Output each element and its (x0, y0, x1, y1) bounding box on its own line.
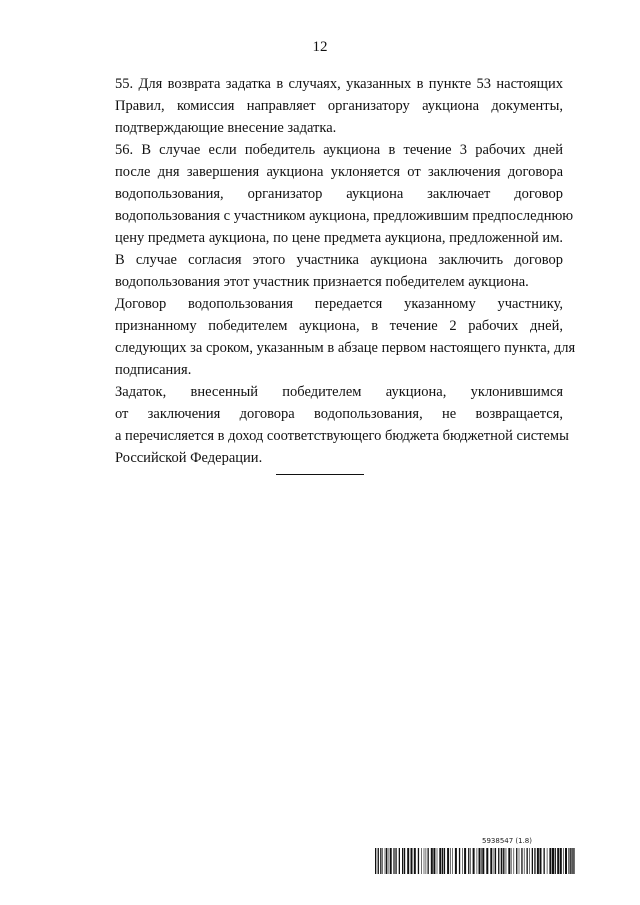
barcode-bar (557, 848, 559, 874)
barcode-bar (375, 848, 376, 874)
barcode-bar (521, 848, 522, 874)
barcode-bar (380, 848, 381, 874)
barcode-bar (437, 848, 438, 874)
barcode-bar (573, 848, 574, 874)
barcode-bar (552, 848, 554, 874)
text-line: 55. Для возврата задатка в случаях, указанных в пункте 53 настоящих (115, 76, 563, 92)
barcode-bar (414, 848, 416, 874)
barcode-bar (490, 848, 492, 874)
barcode-bar (382, 848, 383, 874)
barcode-bar (570, 848, 571, 874)
barcode-bar (527, 848, 528, 874)
barcode-bar (563, 848, 564, 874)
barcode-bar (565, 848, 567, 874)
barcode-bar (486, 848, 488, 874)
text-line: Задаток, внесенный победителем аукциона, уклонившимся (115, 384, 563, 400)
barcode-bar (544, 848, 545, 874)
barcode-bar (426, 848, 427, 874)
barcode-bar (532, 848, 533, 874)
paragraph-deposit (79, 381, 569, 469)
text-line: водопользования, организатор аукциона заключает договор (115, 186, 563, 202)
barcode-bar (462, 848, 463, 874)
text-line: 56. В случае если победитель аукциона в течение 3 рабочих дней (115, 142, 563, 158)
barcode-bar (421, 848, 422, 874)
barcode-bar (402, 848, 403, 874)
barcode-bar (455, 848, 457, 874)
text-line: цену предмета аукциона, по цене предмета аукциона, предложенной им. (115, 230, 563, 246)
text-line: Российской Федерации. (115, 450, 263, 466)
barcode-bar (540, 848, 542, 874)
barcode-bar (428, 848, 429, 874)
barcode-bar (447, 848, 449, 874)
barcode-bar (439, 848, 441, 874)
barcode-bar (393, 848, 394, 874)
barcode-bar (407, 848, 409, 874)
barcode-bar (399, 848, 400, 874)
barcode-bar (444, 848, 445, 874)
barcode-bar (506, 848, 507, 874)
barcode-bar (508, 848, 510, 874)
barcode-bar (555, 848, 556, 874)
barcode-bar (516, 848, 517, 874)
barcode-bar (495, 848, 496, 874)
barcode-bar (442, 848, 443, 874)
barcode-bar (529, 848, 530, 874)
text-line: подписания. (115, 362, 192, 378)
paragraph-contract-transfer (79, 293, 576, 381)
text-line: после дня завершения аукциона уклоняется от заключения договора (115, 164, 563, 180)
barcode-bar (470, 848, 471, 874)
barcode-bar (547, 848, 548, 874)
barcode-bar (468, 848, 469, 874)
barcode-bar (452, 848, 453, 874)
barcode-bar (481, 848, 482, 874)
barcode-bar (404, 848, 405, 874)
barcode-bar (549, 848, 551, 874)
barcode-bar (560, 848, 562, 874)
barcode-bar (534, 848, 535, 874)
text-line: а перечисляется в доход соответствующего бюджета бюджетной системы (115, 428, 569, 444)
text-line: от заключения договора водопользования, не возвращается, (115, 406, 563, 422)
barcode-bar (464, 848, 466, 874)
barcode-bar (568, 848, 569, 874)
barcode-bar (511, 848, 512, 874)
barcode-bar (385, 848, 386, 874)
text-line: В случае согласия этого участника аукциона заключить договор (115, 252, 563, 268)
barcode-bar (411, 848, 413, 874)
barcode-bar (450, 848, 451, 874)
text-line: признанному победителем аукциона, в течение 2 рабочих дней, (115, 318, 563, 334)
paragraph-56 (79, 139, 574, 293)
barcode-bar (537, 848, 539, 874)
paragraph-55 (79, 73, 563, 139)
barcode (375, 848, 575, 874)
barcode-bar (473, 848, 475, 874)
barcode-bar (378, 848, 379, 874)
text-line: следующих за сроком, указанным в абзаце первом настоящего пункта, для (115, 340, 576, 356)
text-line: Правил, комиссия направляет организатору аукциона документы, (115, 98, 563, 114)
text-line: подтверждающие внесение задатка. (115, 120, 337, 136)
end-separator-line (276, 474, 364, 475)
text-line: водопользования с участником аукциона, предложившим предпоследнюю (115, 208, 574, 224)
barcode-bar (494, 848, 495, 874)
barcode-bar (519, 848, 520, 874)
page-number: 12 (312, 39, 328, 55)
barcode-bar (514, 848, 515, 874)
barcode-bar (498, 848, 499, 874)
barcode-bar (388, 848, 389, 874)
barcode-bar (418, 848, 419, 874)
barcode-bar (503, 848, 504, 874)
text-line: Договор водопользования передается указанному участнику, (115, 296, 563, 312)
barcode-bar (479, 848, 481, 874)
barcode-bar (501, 848, 502, 874)
barcode-bar (390, 848, 392, 874)
barcode-bar (482, 848, 484, 874)
barcode-bar (424, 848, 425, 874)
barcode-bar (477, 848, 478, 874)
text-line: водопользования этот участник признается победителем аукциона. (115, 274, 529, 290)
barcode-id: 5938547 (1.8) (482, 837, 532, 845)
barcode-bar (433, 848, 435, 874)
barcode-bar (394, 848, 395, 874)
barcode-bar (571, 848, 572, 874)
barcode-bar (431, 848, 433, 874)
barcode-bar (459, 848, 460, 874)
document-body (79, 73, 576, 469)
barcode-bar (524, 848, 525, 874)
barcode-bar (395, 848, 396, 874)
barcode-bar (386, 848, 387, 874)
barcode-bar (505, 848, 506, 874)
